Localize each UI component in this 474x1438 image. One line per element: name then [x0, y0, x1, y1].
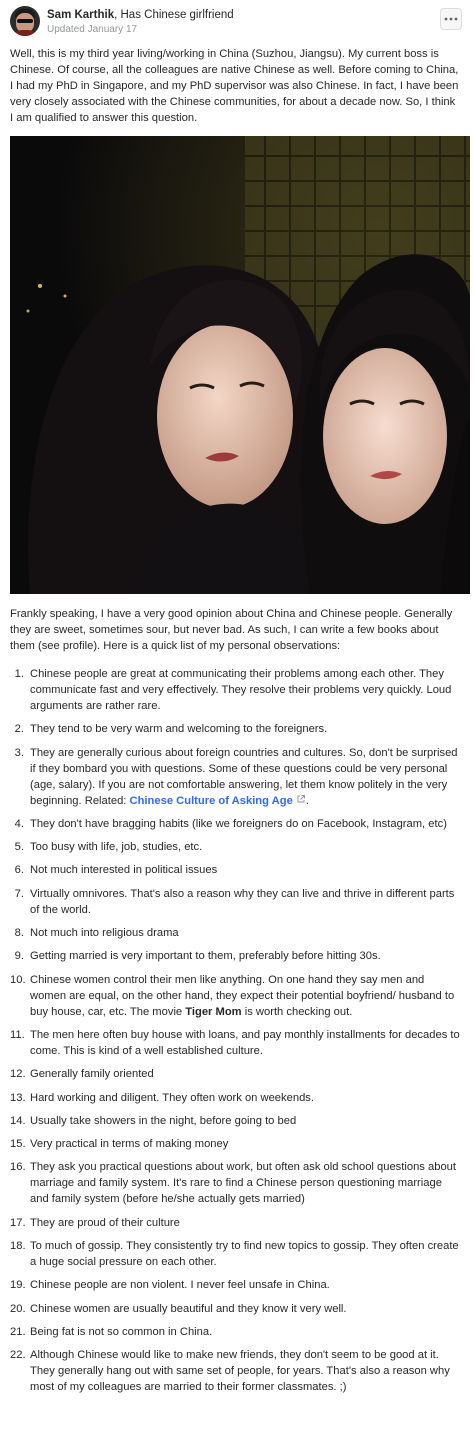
list-item: [10, 925, 464, 941]
list-item-number: 2.: [14, 723, 24, 736]
summary-paragraph: Frankly speaking, I have a very good opinion about China and Chinese people. Generally they are sweet, sometimes sour, but never bad. As such, I can write a few books about them (see profile). Here is a quick list of my personal observations:: [10, 608, 453, 652]
list-item-body: Although Chinese would like to make new friends, they don't seem to be good at it. They generally hang out with same set of people, for years. That's also a reason why most of my colleagues are married to their former classmates. ;): [30, 1349, 450, 1394]
author-meta: [47, 6, 234, 36]
list-item-text: [30, 972, 464, 1020]
list-item: [10, 1136, 464, 1152]
list-item-body: Chinese women are usually beautiful and they know it very well.: [30, 1302, 347, 1315]
list-item-text: [30, 948, 464, 964]
list-item: [10, 745, 464, 809]
list-item-body: To much of gossip. They consistently try to find new topics to gossip. They often create a huge social pressure on each other.: [30, 1240, 459, 1269]
list-item-text: [30, 666, 464, 714]
list-item-body: Virtually omnivores. That's also a reason why they can live and thrive in different parts of the world.: [30, 887, 455, 916]
author-credential: , Has Chinese girlfriend: [114, 9, 234, 21]
list-item: [10, 721, 464, 737]
list-item-number: 19.: [10, 1279, 26, 1292]
list-item-body: Chinese women control their men like anything. On one hand they say men and women are equal, on the other hand, they expect their potential boyfriend/ husband to buy house, car, etc. The movie: [30, 973, 455, 1018]
list-item-number: 3.: [14, 746, 24, 759]
list-item: [10, 1324, 464, 1340]
photo-graphic: [10, 136, 470, 594]
observations-list: [10, 666, 464, 1395]
intro-paragraph: Well, this is my third year living/working in China (Suzhou, Jiangsu). My current boss is Chinese. Of course, all the colleagues are native Chinese as well. Before coming to China, I had my PhD in Singapore, and my PhD supervisor was also Chinese. In fact, I have been very closely associated with the Chinese communities, for about a decade now. So, I think I am qualified to answer this question.: [10, 48, 459, 124]
list-item-number: 8.: [14, 927, 24, 940]
list-item: [10, 839, 464, 855]
list-item-text: [30, 1113, 464, 1129]
list-item-tail: .: [305, 794, 309, 807]
list-item: [10, 666, 464, 714]
list-item-text: [30, 1136, 464, 1152]
list-item-number: 12.: [10, 1068, 26, 1081]
list-item-text: [30, 925, 464, 941]
list-item: [10, 1027, 464, 1059]
list-item-text: [30, 1238, 464, 1270]
list-item-body: Generally family oriented: [30, 1068, 154, 1081]
list-item-number: 18.: [10, 1240, 26, 1253]
list-item-text: [30, 1215, 464, 1231]
list-item-body: Too busy with life, job, studies, etc.: [30, 841, 203, 854]
list-item-body: Chinese people are non violent. I never feel unsafe in China.: [30, 1279, 330, 1292]
list-item-text: [30, 862, 464, 878]
list-item-number: 16.: [10, 1161, 26, 1174]
list-item-text: [30, 1066, 464, 1082]
list-item-text: [30, 1277, 464, 1293]
list-item-number: 11.: [10, 1028, 25, 1041]
list-item-body: The men here often buy house with loans, and pay monthly installments for decades to come. This is kind of a well established culture.: [30, 1028, 460, 1057]
list-item-number: 5.: [14, 841, 24, 854]
list-item-body: Not much interested in political issues: [30, 864, 218, 877]
list-item-number: 9.: [14, 950, 24, 963]
updated-date[interactable]: Updated January 17: [47, 24, 138, 35]
list-item-number: 20.: [10, 1302, 26, 1315]
list-item: [10, 1277, 464, 1293]
list-item: [10, 1066, 464, 1082]
list-item-body: They are proud of their culture: [30, 1216, 180, 1229]
more-options-button[interactable]: [440, 8, 462, 30]
list-item-body: Very practical in terms of making money: [30, 1138, 229, 1151]
list-item: [10, 948, 464, 964]
avatar[interactable]: [10, 6, 40, 36]
list-item-body: They ask you practical questions about work, but often ask old school questions about marriage and family system. It's rare to find a Chinese person questioning marriage and family system (before he/she actually gets married): [30, 1161, 456, 1206]
list-item-body: Getting married is very important to them, preferably before hitting 30s.: [30, 950, 381, 963]
list-item-number: 13.: [10, 1091, 26, 1104]
movie-title: Tiger Mom: [185, 1005, 242, 1018]
list-item-text: [30, 721, 464, 737]
list-item-body: Usually take showers in the night, before going to bed: [30, 1114, 297, 1127]
list-item: [10, 1090, 464, 1106]
list-item: [10, 972, 464, 1020]
author-name[interactable]: Sam Karthik: [47, 9, 115, 21]
list-item: [10, 862, 464, 878]
list-item-text: [30, 1027, 464, 1059]
list-item-text: [30, 839, 464, 855]
list-item-tail: is worth checking out.: [241, 1005, 353, 1018]
ellipsis-icon: [444, 17, 458, 21]
list-item-body: Not much into religious drama: [30, 927, 179, 940]
list-item: [10, 1238, 464, 1270]
list-item: [10, 1347, 464, 1395]
list-item-number: 17.: [10, 1216, 26, 1229]
answer-photo[interactable]: [10, 136, 470, 594]
list-item: [10, 886, 464, 918]
list-item-body: They are generally curious about foreign countries and cultures. So, don't be surprised if they bombard you with questions. Some of these questions could be very personal (age, salary). If you are not comfortable answering, let them know politely in the very beginning. Related:: [30, 746, 458, 807]
external-link-icon[interactable]: [296, 794, 306, 804]
list-item-text: [30, 1324, 464, 1340]
list-item: [10, 1159, 464, 1207]
list-item-body: They tend to be very warm and welcoming to the foreigners.: [30, 723, 328, 736]
list-item-text: [30, 1347, 464, 1395]
answer-header: [10, 6, 464, 38]
list-item: [10, 1215, 464, 1231]
list-item-number: 1.: [14, 668, 24, 680]
list-item-number: 6.: [14, 864, 24, 877]
list-item-text: [30, 816, 464, 832]
list-item-text: [30, 745, 464, 809]
list-item: [10, 1113, 464, 1129]
list-item-number: 15.: [10, 1138, 26, 1151]
list-item-number: 22.: [10, 1349, 26, 1362]
list-item-text: [30, 886, 464, 918]
list-item: [10, 816, 464, 832]
list-item-body: Chinese people are great at communicating their problems among each other. They communicate fast and very effectively. They resolve their problems very quickly. Loud arguments are rather rare.: [30, 668, 452, 712]
list-item-number: 7.: [14, 887, 24, 900]
list-item-number: 14.: [10, 1114, 26, 1127]
list-item-text: [30, 1159, 464, 1207]
list-item-text: [30, 1301, 464, 1317]
list-item-number: 21.: [10, 1325, 26, 1338]
related-link[interactable]: Chinese Culture of Asking Age: [129, 794, 293, 807]
list-item-text: [30, 1090, 464, 1106]
list-item-number: 10.: [10, 973, 26, 986]
list-item-body: Being fat is not so common in China.: [30, 1325, 213, 1338]
list-item-body: They don't have bragging habits (like we foreigners do on Facebook, Instagram, etc): [30, 817, 447, 830]
list-item-body: Hard working and diligent. They often work on weekends.: [30, 1091, 314, 1104]
list-item-number: 4.: [14, 817, 24, 830]
list-item: [10, 1301, 464, 1317]
